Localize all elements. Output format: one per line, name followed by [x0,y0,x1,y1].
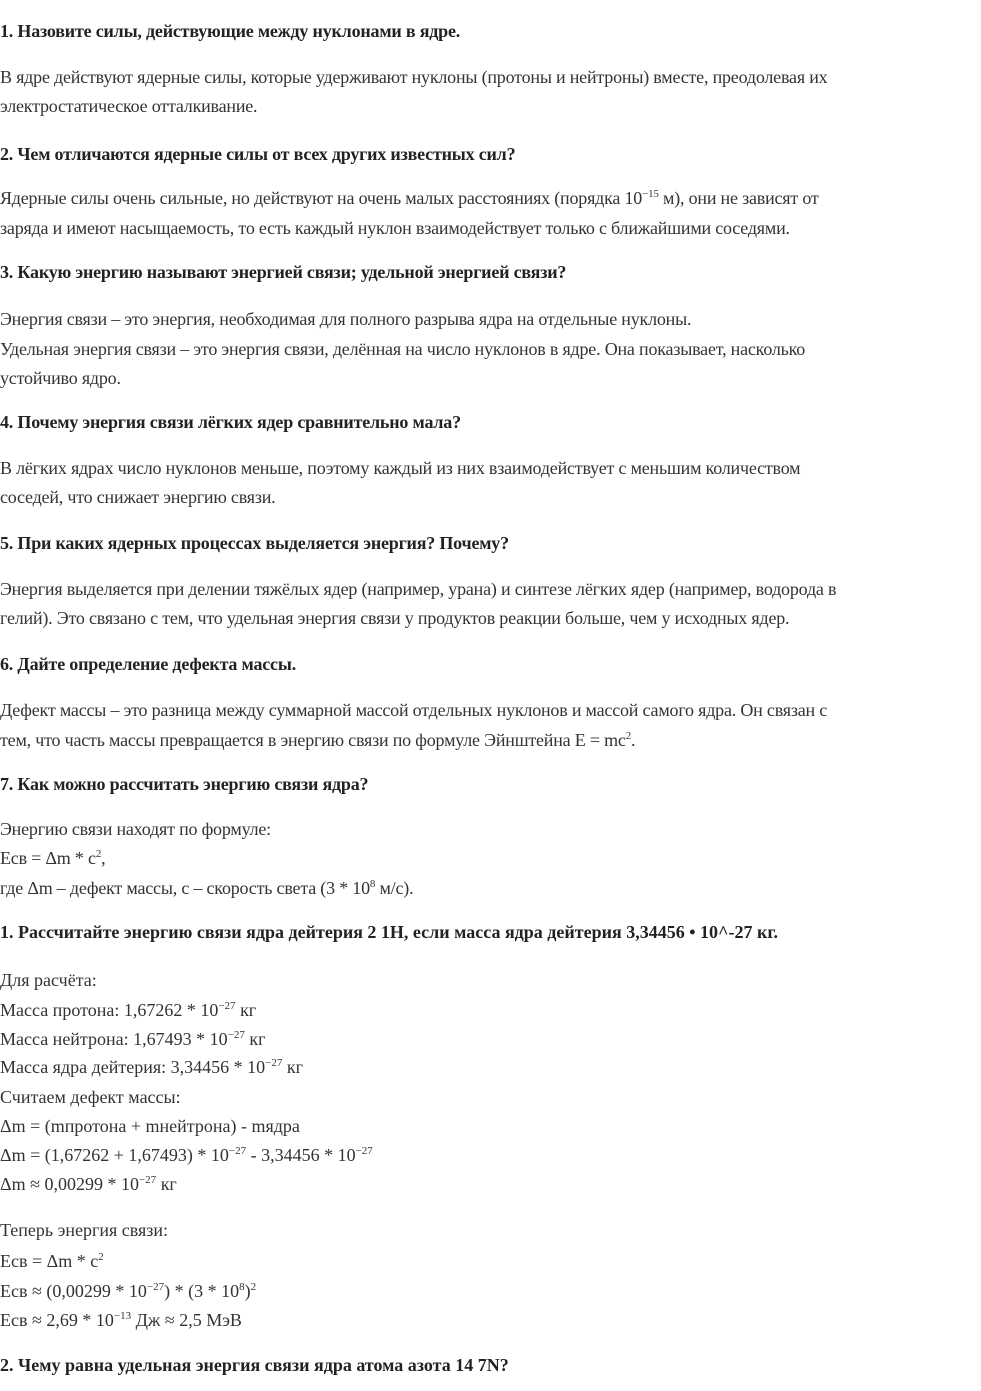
superscript: −27 [146,1281,165,1293]
question-heading: 1. Рассчитайте энергию связи ядра дейтерия 2 1H, если масса ядра дейтерия 3,34456 • 10^-27 кг. [0,922,778,942]
question-heading: 4. Почему энергия связи лёгких ядер сравнительно мала? [0,412,461,432]
text-line: В лёгких ядрах число нуклонов меньше, поэтому каждый из них взаимодействует с меньшим количеством [0,458,801,478]
text-line: устойчиво ядро. [0,368,121,388]
text-line: Δm = (mпротона + mнейтрона) - mядра [0,1116,300,1136]
question-heading: 7. Как можно рассчитать энергию связи ядра? [0,774,369,794]
question-heading: 6. Дайте определение дефекта массы. [0,654,296,674]
text-line: Удельная энергия связи – это энергия связи, делённая на число нуклонов в ядре. Она показывает, насколько [0,339,806,359]
question-heading: 2. Чем отличаются ядерные силы от всех других известных сил? [0,144,516,164]
superscript: −27 [228,1145,247,1157]
superscript: −27 [355,1145,373,1157]
text-line: В ядре действуют ядерные силы, которые удерживают нуклоны (протоны и нейтроны) вместе, преодолевая их [0,67,828,87]
text-line: заряда и имеют насыщаемость, то есть каждый нуклон взаимодействует только с ближайшими соседями. [0,218,790,238]
question-heading: 2. Чему равна удельная энергия связи ядра атома азота 14 7N? [0,1355,509,1375]
question-heading: 3. Какую энергию называют энергией связи; удельной энергией связи? [0,262,567,282]
text-line: Дефект массы – это разница между суммарной массой отдельных нуклонов и массой самого ядра. Он связан с [0,700,828,720]
superscript: −15 [642,188,659,200]
text-line: тем, что часть массы превращается в энергию связи по формуле Эйнштейна $E = mc^2$. [0,730,636,750]
text-line: $\Delta m = (1,67262 + 1,67493) * 10^{-27} - 3,34456 * 10^{-27}$ [0,1145,373,1165]
superscript: −13 [113,1310,132,1322]
question-heading: 1. Назовите силы, действующие между нуклонами в ядре. [0,21,461,41]
superscript: −27 [227,1029,245,1041]
text-line: электростатическое отталкивание. [0,96,258,116]
text-line: Есв = Δm * $c^2$, [0,848,106,868]
superscript: 2 [98,1251,104,1263]
superscript: −27 [138,1174,157,1186]
text-line: Есв ≈ $2,69 * 10^{-13}$ Дж ≈ 2,5 МэВ [0,1310,242,1330]
text-line: Масса ядра дейтерия: $3,34456 * 10^{-27}$ кг [0,1057,304,1077]
text-line: Энергию связи находят по формуле: [0,819,271,839]
question-heading: 5. При каких ядерных процессах выделяется энергия? Почему? [0,533,509,553]
text-line: Ядерные силы очень сильные, но действуют на очень малых расстояниях (порядка $10^{-15}$ м), они не зависят от [0,188,819,208]
text-line: соседей, что снижает энергию связи. [0,487,276,507]
superscript: 2 [625,730,632,742]
superscript: 8 [369,878,376,890]
superscript: 2 [250,1281,257,1293]
text-line: гелий). Это связано с тем, что удельная энергия связи у продуктов реакции больше, чем у исходных ядер. [0,608,790,628]
text-line: Энергия выделяется при делении тяжёлых ядер (например, урана) и синтезе лёгких ядер (например, водорода в [0,579,837,599]
superscript: 8 [239,1281,245,1293]
text-line: Теперь энергия связи: [0,1220,169,1240]
text-line: Масса нейтрона: $1,67493 * 10^{-27}$ кг [0,1029,266,1049]
superscript: −27 [265,1057,283,1069]
superscript: 2 [95,848,102,860]
text-line: Энергия связи – это энергия, необходимая для полного разрыва ядра на отдельные нуклоны. [0,309,692,329]
text-line: Масса протона: $1,67262 * 10^{-27}$ кг [0,1000,257,1020]
text-line: Для расчёта: [0,970,97,990]
text-line: Считаем дефект массы: [0,1087,181,1107]
text-line: Есв ≈ $(0,00299 * 10^{-27}) * (3 * 10^8)^2$ [0,1281,257,1301]
text-line: $\Delta m \approx 0,00299 * 10^{-27}$ кг [0,1174,177,1194]
superscript: −27 [218,1000,236,1012]
text-line: где Δm – дефект массы, c – скорость света ($3 * 10^8$ м/с). [0,878,414,898]
text-line: Есв = Δm * $c^2$ [0,1251,104,1271]
